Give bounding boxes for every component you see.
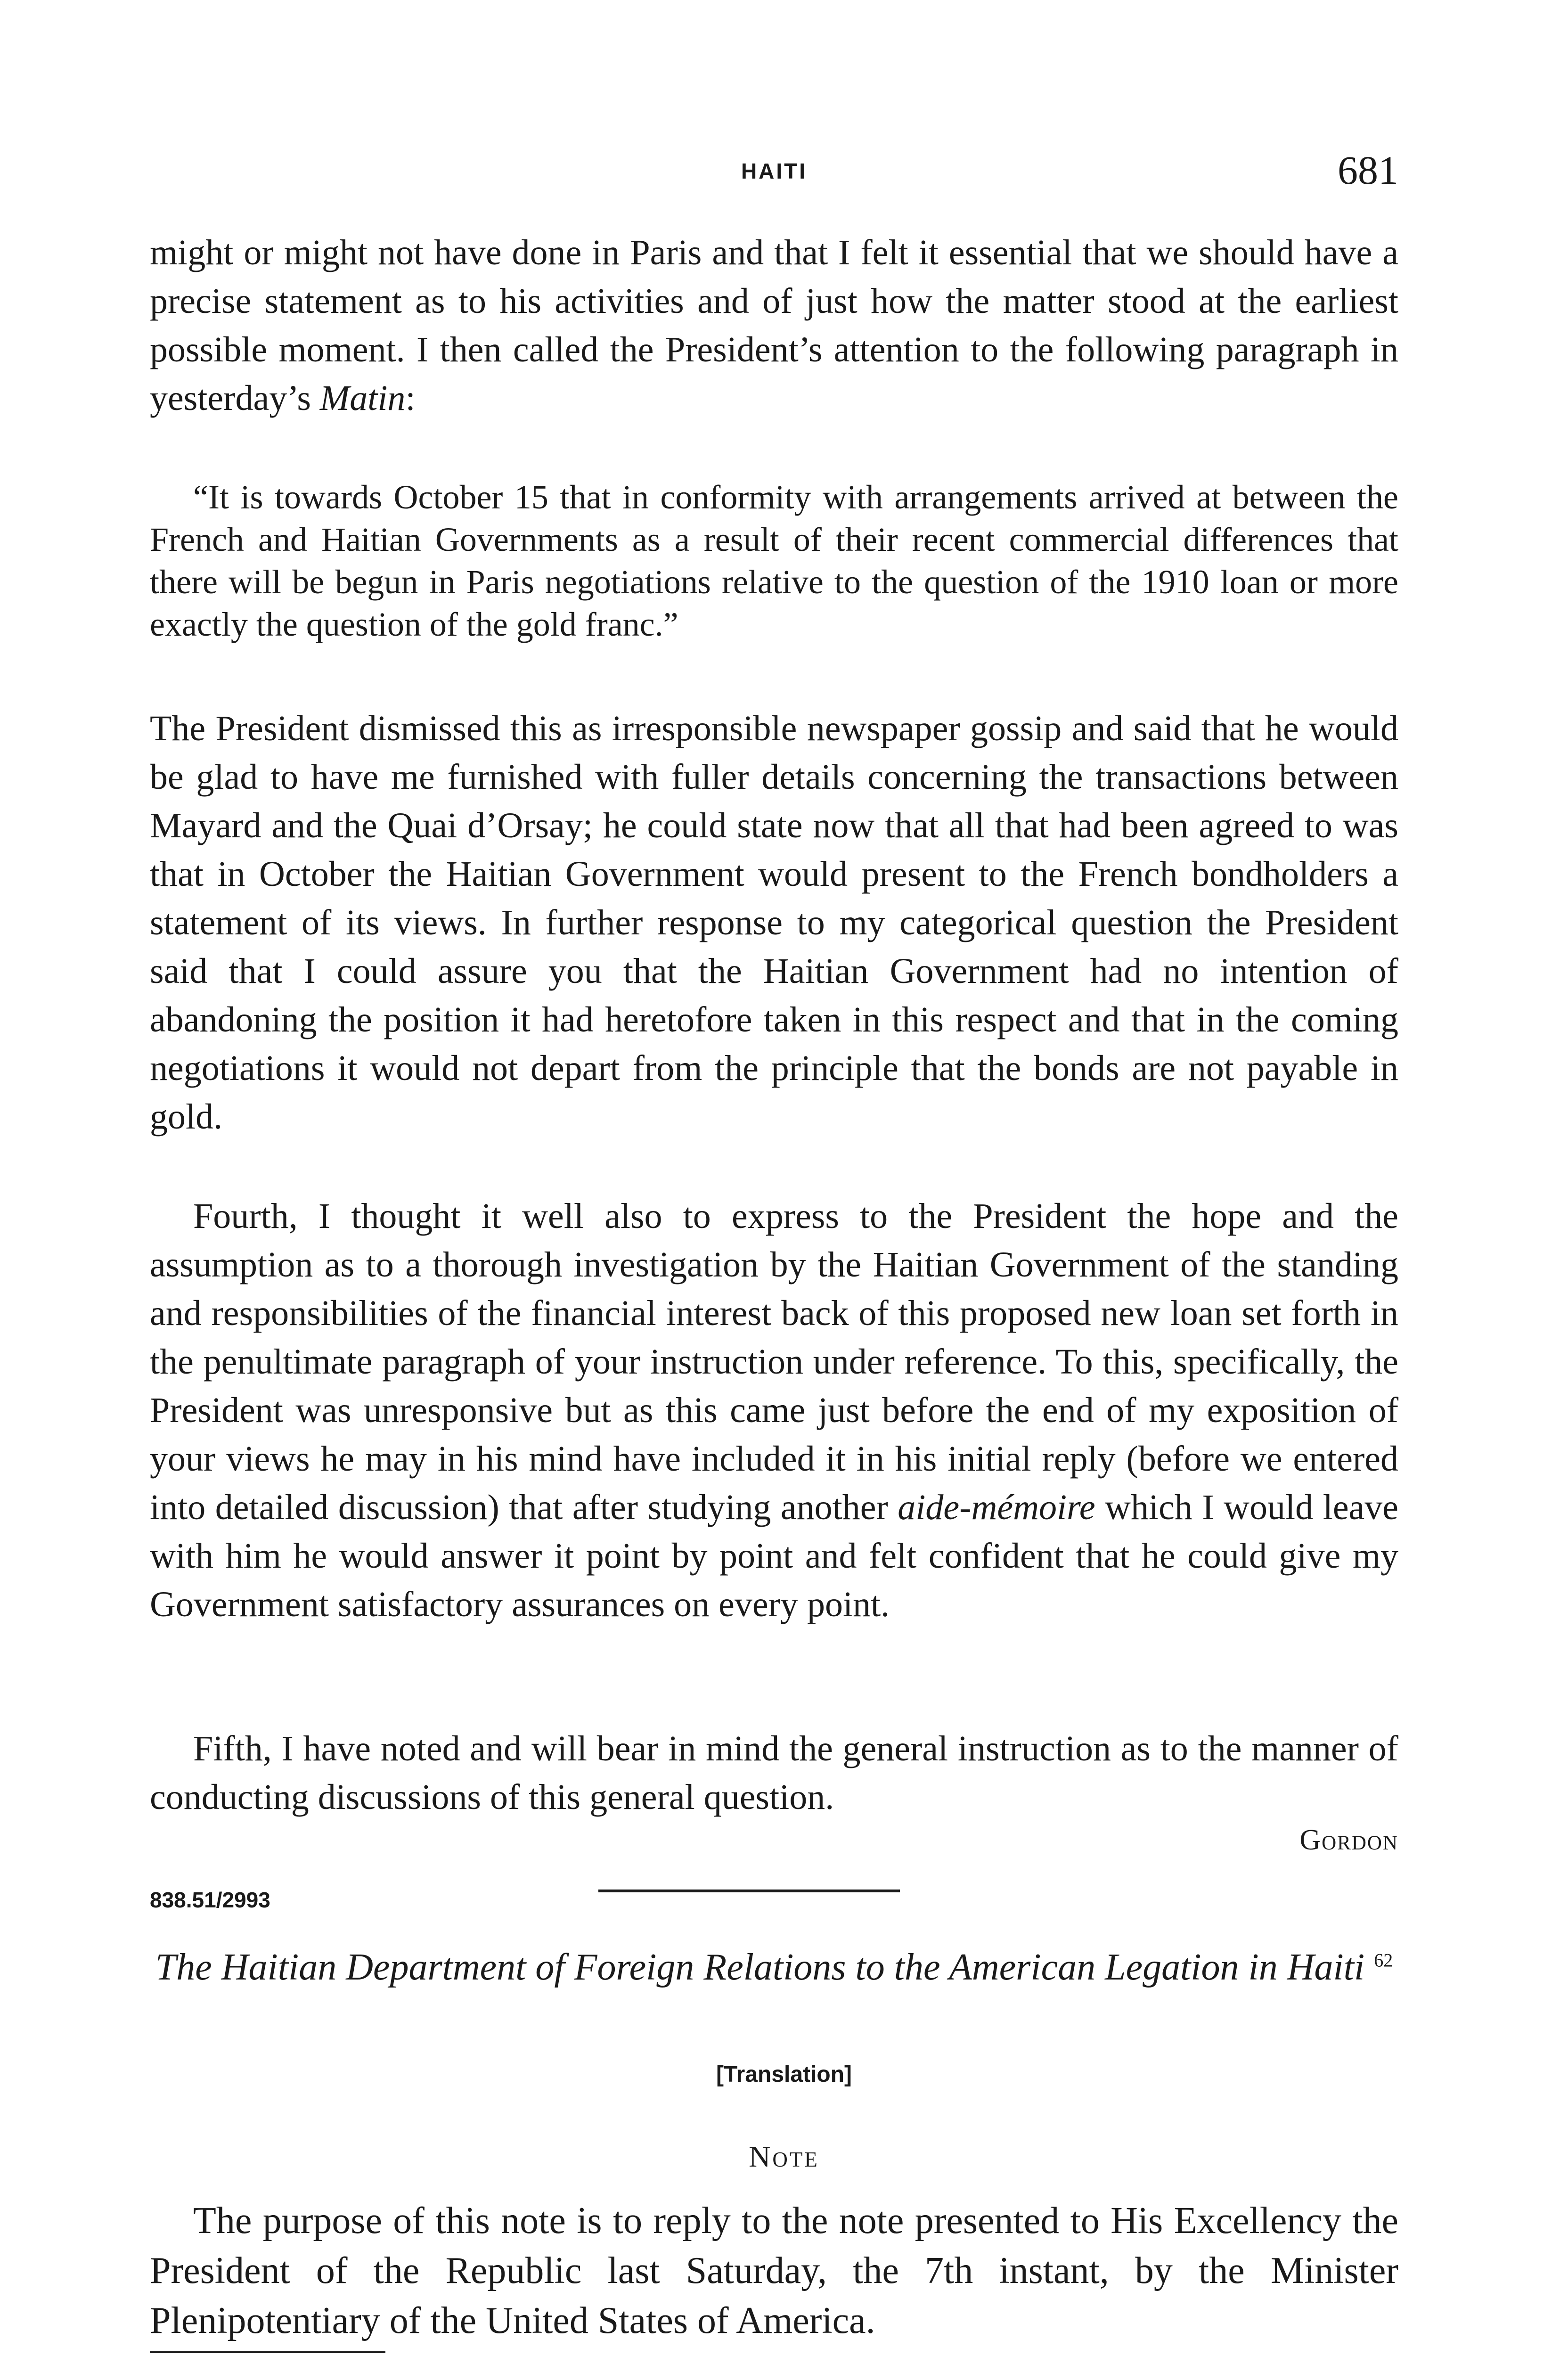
paragraph-president-response: The President dismissed this as irresponsible newspaper gossip and said that he would be glad to have me furnished with fuller details concerning the transactions between Mayard and the Quai d’Orsay; he could state now that all that had been agreed to was that in October the Haitian Government would present to the French bondholders a statement of its views. In further response to my categorical question the President said that I could assure you that the Haitian Government had no intention of abandoning the position it had heretofore taken in this respect and that in the coming negotiations it would not depart from the principle that the bonds are not payable in gold. <box>150 709 1398 1137</box>
note-heading: Note <box>749 2140 819 2173</box>
paragraph-text: Fourth, I thought it well also to express to the President the hope and the assumption as to a thorough investigation by the Haitian Government of the standing and responsibilities of the financial interest back of this proposed new loan set forth in the penultimate paragraph of your instruction under reference. To this, specifically, the President was unresponsive but as this came just before the end of my exposition of your views he may in his mind have included it in his initial reply (before we entered into detailed discussion) that after studying another <box>150 1196 1398 1527</box>
translation-label: [Translation] <box>716 2062 852 2087</box>
document-title <box>150 1944 1398 1991</box>
document-title-text: The Haitian Department of Foreign Relations to the American Legation in Haiti <box>155 1947 1365 1988</box>
paragraph-fifth: Fifth, I have noted and will bear in mind the general instruction as to the manner of conducting discussions of this general question. <box>150 1729 1398 1817</box>
file-number: 838.51/2993 <box>150 1888 270 1912</box>
newspaper-name: Matin <box>319 378 406 418</box>
paragraph-fourth <box>150 1192 1398 1629</box>
block-quote: “It is towards October 15 that in conformity with arrangements arrived at between the French and Haitian Governments as a result of their recent commercial differences that there will be begun in Paris negotiations relative to the question of the 1910 loan or more exactly the question of the gold franc.” <box>150 478 1398 643</box>
italic-term: aide-mémoire <box>898 1488 1095 1527</box>
page-number: 681 <box>1338 147 1398 193</box>
paragraph-continued <box>150 229 1398 423</box>
footnote-divider <box>150 2351 385 2353</box>
running-title: HAITI <box>741 159 808 183</box>
footnote-reference: 62 <box>1374 1949 1393 1971</box>
signature: Gordon <box>1299 1824 1398 1856</box>
note-paragraph: The purpose of this note is to reply to the note presented to His Excellency the President of the Republic last Saturday, the 7th instant, by the Minister Plenipotentiary of the United States of America. <box>150 2200 1398 2341</box>
colon: : <box>405 378 416 418</box>
paragraph-text: which I would leave with him he would answer it point by point and felt confident that he could give my Government satisfactory assurances on every point. <box>150 1488 1399 1624</box>
running-head <box>150 147 1398 202</box>
paragraph-text: might or might not have done in Paris and that I felt it essential that we should have a precise statement as to his activities and of just how the matter stood at the earliest possible moment. I then called the President’s attention to the following paragraph in yesterday’s <box>150 233 1398 418</box>
section-divider <box>598 1890 900 1892</box>
